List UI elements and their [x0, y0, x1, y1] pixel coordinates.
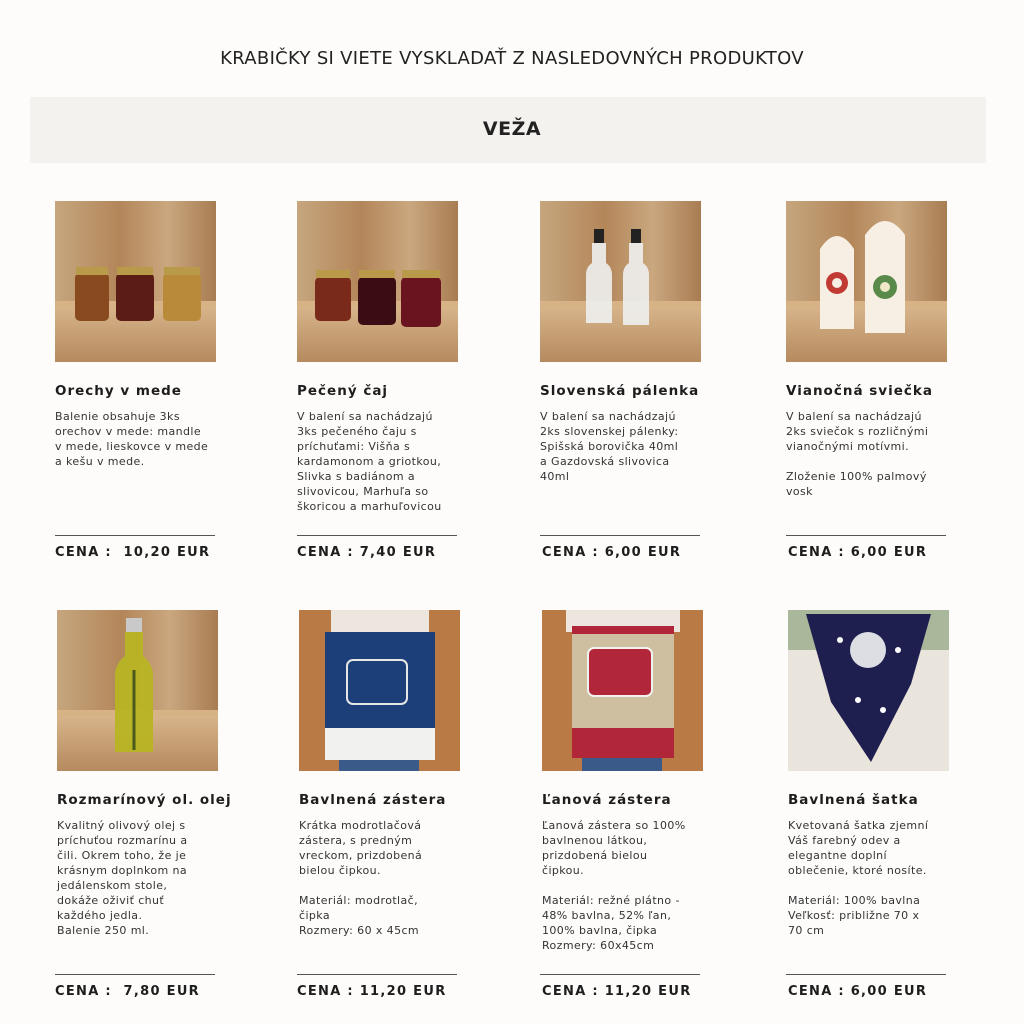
product-name: Ľanová zástera [542, 792, 672, 808]
product-price: CENA : 7,40 EUR [297, 545, 437, 560]
divider [540, 535, 700, 536]
product-description: Kvalitný olivový olej s príchuťou rozmarínu a čili. Okrem toho, že je krásnym doplnkom na jedálenskom stole, dokáže oživiť chuť každého jedla. Balenie 250 ml. [57, 819, 188, 937]
product-price: CENA : 7,80 EUR [55, 984, 200, 999]
product-name: Orechy v mede [55, 383, 182, 399]
product-description: Ľanová zástera so 100% bavlnenou látkou, prizdobená bielou čipkou. Materiál: režné plátno - 48% bavlna, 52% ľan, 100% bavlna, čipka Rozmery: 60x45cm [542, 819, 686, 952]
product-name: Rozmarínový ol. olej [57, 792, 232, 808]
divider [540, 974, 700, 975]
product-image-olive-oil[interactable] [57, 610, 218, 771]
product-image-linen-apron[interactable] [542, 610, 703, 771]
product-description: Balenie obsahuje 3ks orechov v mede: mandle v mede, lieskovce v mede a kešu v mede. [55, 410, 209, 468]
product-description: V balení sa nachádzajú 3ks pečeného čaju s príchuťami: Višňa s kardamonom a griotkou, Slivka s badiánom a slivovicou, Marhuľa so škoricou a marhuľovicou [297, 410, 442, 513]
product-card [542, 610, 712, 953]
product-card [299, 610, 469, 938]
product-image-blue-apron[interactable] [299, 610, 460, 771]
divider [297, 535, 457, 536]
product-price: CENA : 11,20 EUR [297, 984, 447, 999]
product-price: CENA : 6,00 EUR [788, 984, 928, 999]
product-description: V balení sa nachádzajú 2ks sviečok s rozličnými vianočnými motívmi. Zloženie 100% palmový vosk [786, 410, 929, 498]
product-price: CENA : 6,00 EUR [788, 545, 928, 560]
product-card [540, 201, 710, 484]
page-heading: KRABIČKY SI VIETE VYSKLADAŤ Z NASLEDOVNÝCH PRODUKTOV [220, 48, 804, 69]
product-name: Slovenská pálenka [540, 383, 700, 399]
product-image-candles[interactable] [786, 201, 947, 362]
product-name: Bavlnená zástera [299, 792, 447, 808]
product-price: CENA : 10,20 EUR [55, 545, 211, 560]
divider [297, 974, 457, 975]
product-image-baked-tea[interactable] [297, 201, 458, 362]
section-title: VEŽA [482, 118, 542, 140]
divider [55, 974, 215, 975]
divider [55, 535, 215, 536]
product-card [55, 201, 225, 469]
product-price: CENA : 11,20 EUR [542, 984, 692, 999]
product-name: Bavlnená šatka [788, 792, 919, 808]
product-description: Krátka modrotlačová zástera, s predným vreckom, prizdobená bielou čipkou. Materiál: modrotlač, čipka Rozmery: 60 x 45cm [299, 819, 423, 937]
product-description: Kvetovaná šatka zjemní Váš farebný odev a elegantne doplní oblečenie, ktoré nosíte. Materiál: 100% bavlna Veľkosť: približne 70 x 70 cm [788, 819, 929, 937]
product-name: Pečený čaj [297, 383, 389, 399]
divider [786, 535, 946, 536]
product-card [786, 201, 956, 499]
product-card [297, 201, 467, 514]
product-description: V balení sa nachádzajú 2ks slovenskej pálenky: Spišská borovička 40ml a Gazdovská slivovica 40ml [540, 410, 679, 483]
product-image-blue-scarf[interactable] [788, 610, 949, 771]
product-card [788, 610, 958, 938]
divider [786, 974, 946, 975]
product-card [57, 610, 232, 938]
product-name: Vianočná sviečka [786, 383, 933, 399]
product-image-spirits[interactable] [540, 201, 701, 362]
product-price: CENA : 6,00 EUR [542, 545, 682, 560]
product-image-honey-nuts[interactable] [55, 201, 216, 362]
